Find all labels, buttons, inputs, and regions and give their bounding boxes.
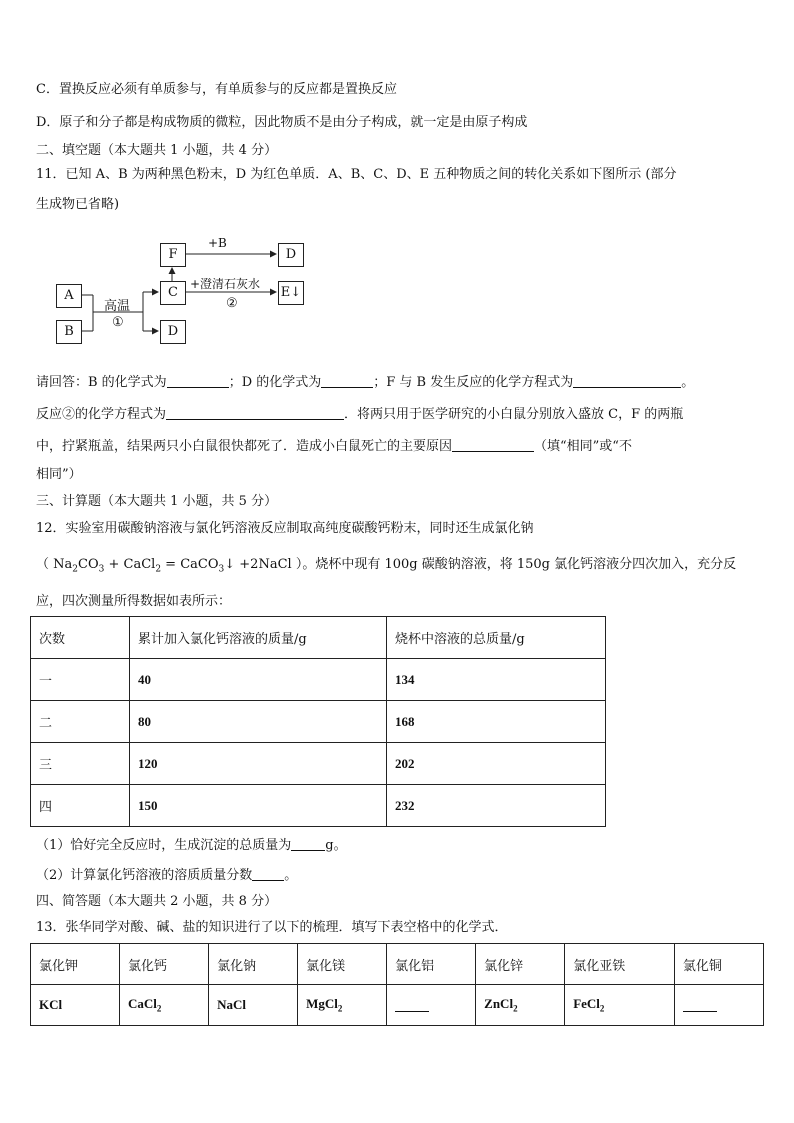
q13-line1: 13．张华同学对酸、碱、盐的知识进行了以下的梳理．填写下表空格中的化学式． <box>36 920 508 935</box>
box-d-lower: D <box>160 320 186 344</box>
q11-prompt-fb: ；F 与 B 发生反应的化学方程式为 <box>373 375 574 390</box>
formula-blank-cell[interactable] <box>387 985 476 1026</box>
q12-sub1 <box>36 836 347 855</box>
table-row <box>31 985 764 1026</box>
table-cell: 150 <box>130 785 387 827</box>
q11-line2: 生成物已省略) <box>36 197 120 212</box>
box-b: B <box>56 320 82 344</box>
option-c: C．置换反应必须有单质参与，有单质参与的反应都是置换反应 <box>36 82 397 97</box>
formula-nacl: NaCl <box>209 985 298 1026</box>
table-cell: 168 <box>387 701 606 743</box>
q11-answer-line1 <box>36 373 694 392</box>
table-cell: 134 <box>387 659 606 701</box>
q11-answer-line3 <box>36 437 632 456</box>
q12-sub1-text: （1）恰好完全反应时，生成沉淀的总质量为 <box>36 838 292 853</box>
q12-sub2-end: 。 <box>284 868 298 883</box>
table-header-row <box>31 617 606 659</box>
header-cell: 次数 <box>31 617 130 659</box>
table-header-row <box>31 944 764 985</box>
box-e: E↓ <box>278 281 304 305</box>
q11-answer-line4: 相同”） <box>36 467 82 482</box>
label-reaction-1: ① <box>112 315 124 330</box>
data-table <box>30 616 606 827</box>
q11-period: 。 <box>681 375 695 390</box>
header-cell: 累计加入氯化钙溶液的质量/g <box>130 617 387 659</box>
section-4-title: 四、简答题（本大题共 2 小题，共 8 分） <box>36 894 278 909</box>
formula-blank-cell[interactable] <box>674 985 763 1026</box>
blank-cucl2[interactable] <box>683 997 717 1012</box>
table-cell: 40 <box>130 659 387 701</box>
blank-b-formula[interactable] <box>167 373 229 388</box>
box-f: F <box>160 243 186 267</box>
q12-sub1-unit: g。 <box>325 838 347 853</box>
table-cell: 120 <box>130 743 387 785</box>
formula-zncl2: ZnCl$_2$ <box>476 985 565 1026</box>
section-3-title: 三、计算题（本大题共 1 小题，共 5 分） <box>36 494 278 509</box>
table-cell: 三 <box>31 743 130 785</box>
name-cell: 氯化铜 <box>674 944 763 985</box>
chloride-table <box>30 943 764 1026</box>
table-row <box>31 785 606 827</box>
option-d: D．原子和分子都是构成物质的微粒，因此物质不是由分子构成，就一定是由原子构成 <box>36 115 528 130</box>
label-plus-b: +B <box>208 236 227 250</box>
q11-prompt-b: 请回答：B 的化学式为 <box>36 375 167 390</box>
name-cell: 氯化锌 <box>476 944 565 985</box>
blank-reason[interactable] <box>452 437 534 452</box>
name-cell: 氯化钠 <box>209 944 298 985</box>
q12-line3: 应，四次测量所得数据如表所示： <box>36 594 232 609</box>
q11-fill-hint: （填“相同”或“不 <box>534 439 632 454</box>
table-row <box>31 659 606 701</box>
name-cell: 氯化镁 <box>298 944 387 985</box>
q12-sub2 <box>36 866 297 885</box>
formula-mgcl2: MgCl$_2$ <box>298 985 387 1026</box>
q11-mice-text: ．将两只用于医学研究的小白鼠分别放入盛放 C，F 的两瓶 <box>344 407 684 422</box>
q11-answer-line2 <box>36 405 683 424</box>
name-cell: 氯化铝 <box>387 944 476 985</box>
table-cell: 二 <box>31 701 130 743</box>
table-cell: 80 <box>130 701 387 743</box>
q12-line2-text: ）。烧杯中现有 100g 碳酸钠溶液，将 150g 氯化钙溶液分四次加入，充分反 <box>295 557 737 572</box>
formula-cacl2: CaCl$_2$ <box>120 985 209 1026</box>
blank-precipitate-mass[interactable] <box>291 836 325 851</box>
q12-sub2-text: （2）计算氯化钙溶液的溶质质量分数 <box>36 868 253 883</box>
q12-equation: （ $Na_2CO_3$ + CaCl$_2$ = CaCO$_3$↓ +2NaCl <box>36 557 296 575</box>
name-cell: 氯化钾 <box>31 944 120 985</box>
label-limewater: +澄清石灰水 <box>190 277 261 291</box>
box-d-upper: D <box>278 243 304 267</box>
header-cell: 烧杯中溶液的总质量/g <box>387 617 606 659</box>
label-high-temp: 高温 <box>104 299 131 314</box>
blank-mass-fraction[interactable] <box>252 866 284 881</box>
q12-line1: 12．实验室用碳酸钠溶液与氯化钙溶液反应制取高纯度碳酸钙粉末，同时还生成氯化钠 <box>36 521 534 536</box>
name-cell: 氯化钙 <box>120 944 209 985</box>
table-cell: 232 <box>387 785 606 827</box>
blank-d-formula[interactable] <box>321 373 373 388</box>
q11-reason-text: 中，拧紧瓶盖，结果两只小白鼠很快都死了．造成小白鼠死亡的主要原因 <box>36 439 453 454</box>
blank-fb-equation[interactable] <box>573 373 681 388</box>
table-row <box>31 701 606 743</box>
q11-prompt-d: ；D 的化学式为 <box>228 375 322 390</box>
table-row <box>31 743 606 785</box>
name-cell: 氯化亚铁 <box>565 944 675 985</box>
q11-prompt-reaction2: 反应②的化学方程式为 <box>36 407 167 422</box>
table-cell: 一 <box>31 659 130 701</box>
label-reaction-2: ② <box>226 296 238 311</box>
formula-kcl: KCl <box>31 985 120 1026</box>
box-c: C <box>160 281 186 305</box>
box-a: A <box>56 284 82 308</box>
table-cell: 202 <box>387 743 606 785</box>
section-2-title: 二、填空题（本大题共 1 小题，共 4 分） <box>36 143 278 158</box>
table-cell: 四 <box>31 785 130 827</box>
formula-fecl2: FeCl$_2$ <box>565 985 675 1026</box>
blank-reaction2-equation[interactable] <box>166 405 344 420</box>
blank-alcl3[interactable] <box>395 997 429 1012</box>
q11-line1: 11．已知 A、B 为两种黑色粉末，D 为红色单质．A、B、C、D、E 五种物质之间的转化关系如下图所示 (部分 <box>36 167 677 182</box>
q12-line2 <box>36 556 736 579</box>
